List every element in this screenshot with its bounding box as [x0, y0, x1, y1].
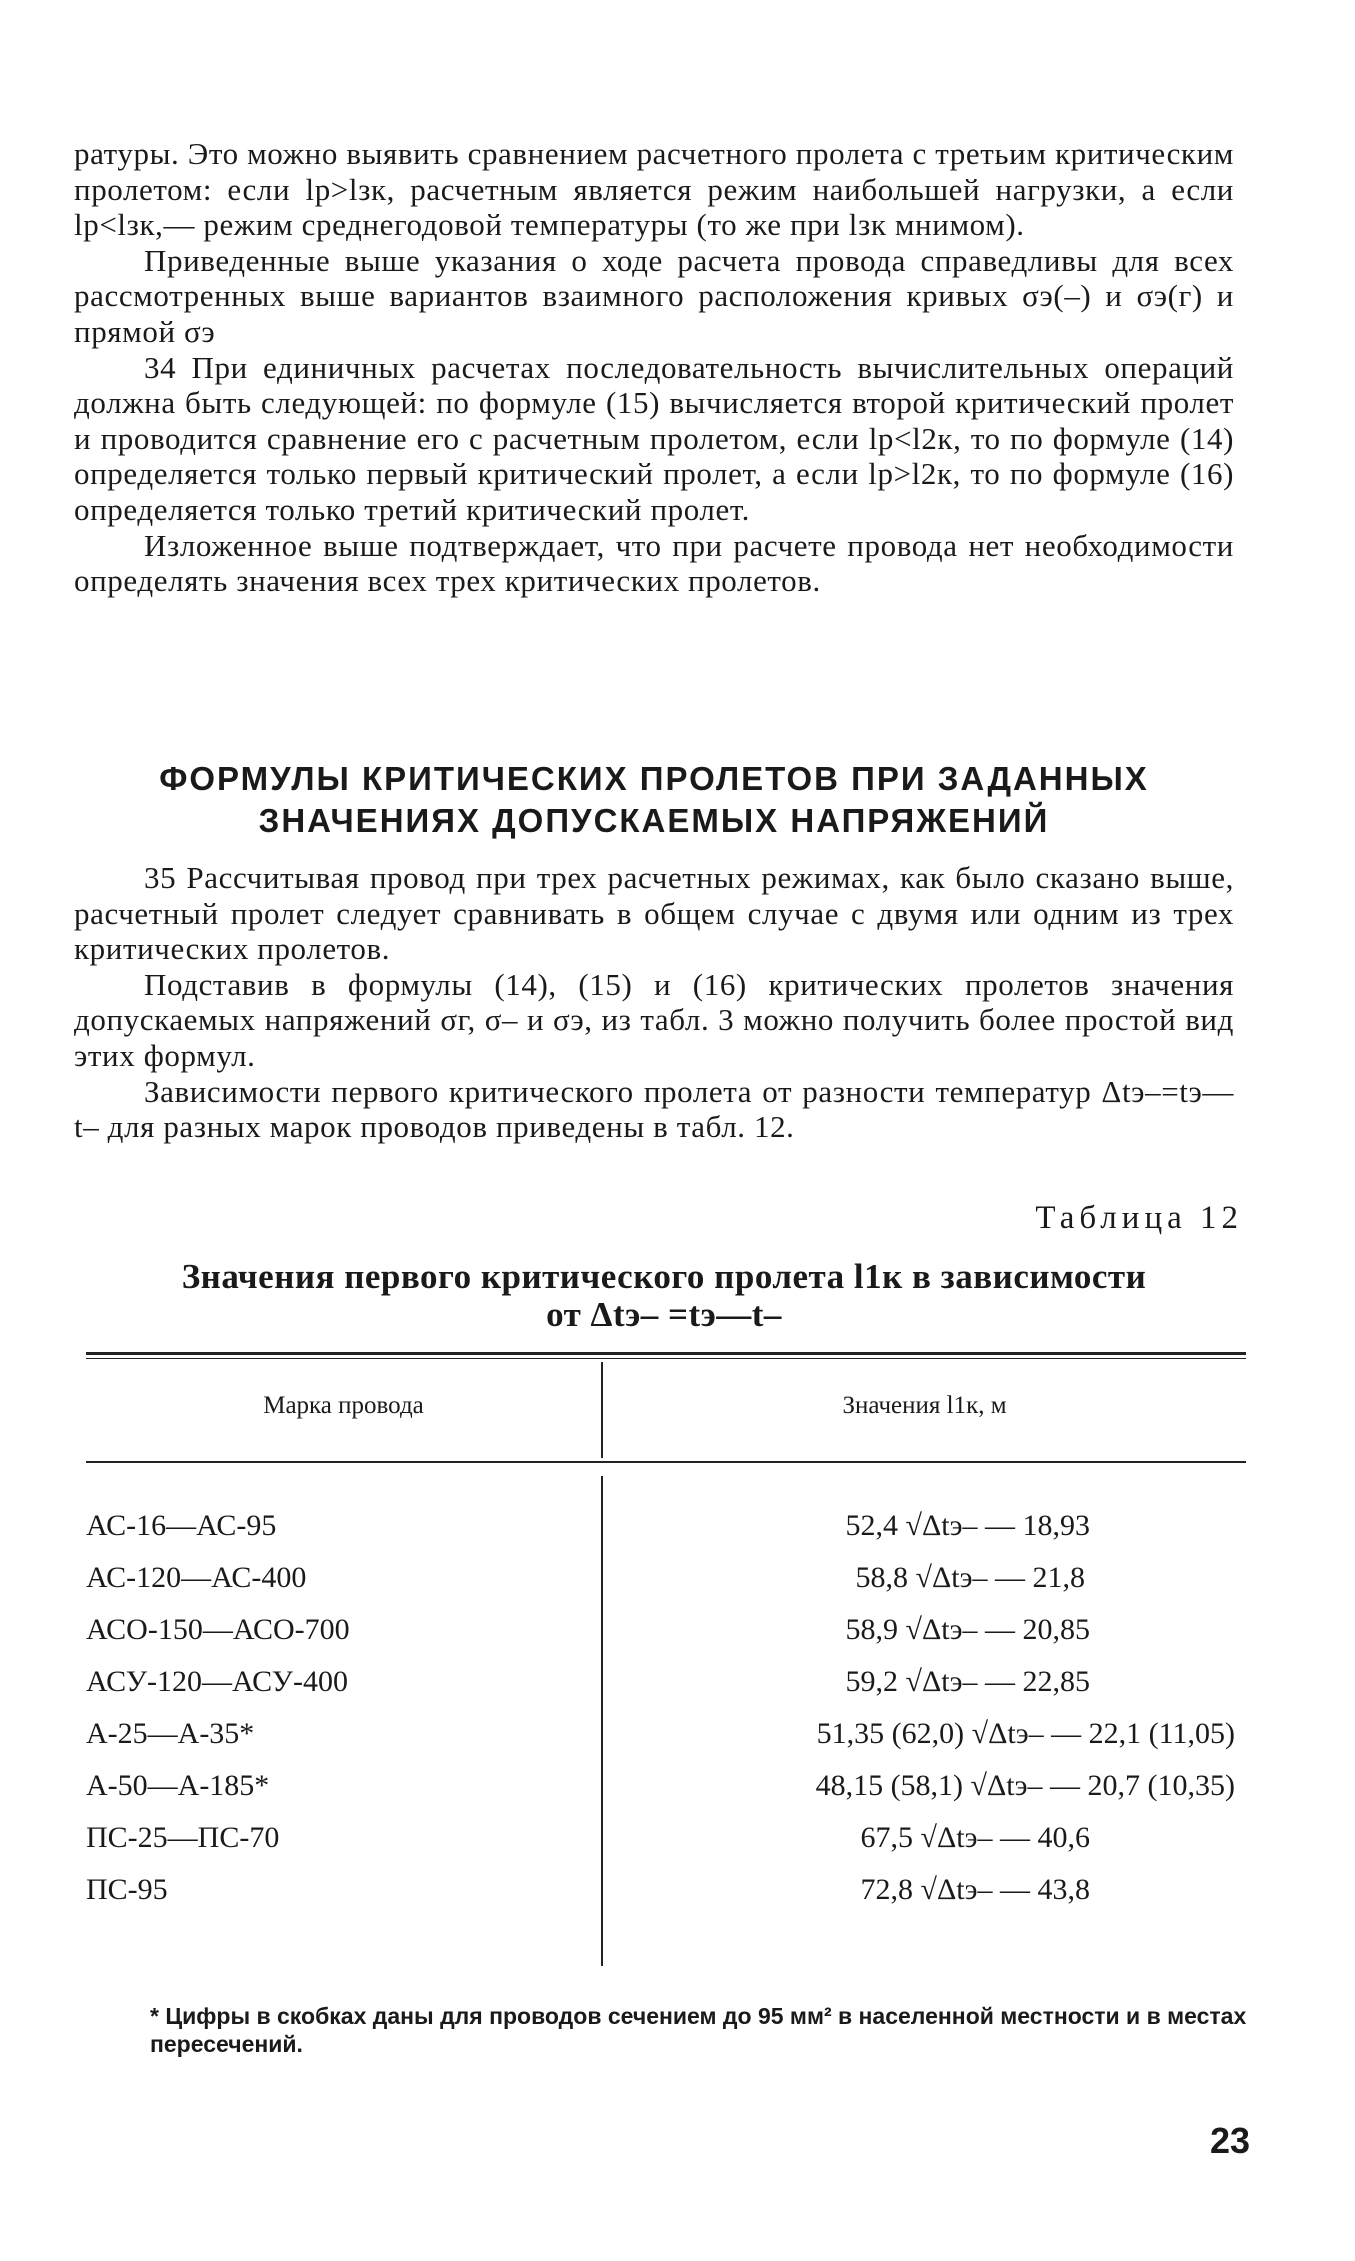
paragraph-instructions: Приведенные выше указания о ходе расчета провода справедливы для всех рассмотренных выше вариантов взаимного расположения кривых σэ(–) и σэ(г) и прямой σэ [74, 242, 1234, 349]
table-row-7-mark: ПС-25—ПС-70 [86, 1821, 280, 1854]
table-row-6-mark: А-50—А-185* [86, 1769, 270, 1802]
table-title-line-1: Значения первого критического пролета l1к в зависимости [181, 1257, 1147, 1296]
table-row-1-mark: АС-16—АС-95 [86, 1509, 277, 1542]
table-top-rule [86, 1352, 1246, 1355]
table-top-rule-thin [86, 1358, 1246, 1359]
table-title-line-2: от Δtэ– =tэ—t– [546, 1295, 782, 1334]
col-header-values: Значения l1к, м [842, 1392, 1007, 1419]
paragraph-continuation: ратуры. Это можно выявить сравнением расчетного пролета с третьим критическим пролетом: если lр>lзк, расчетным является режим наибольшей нагрузки, а если lр<lзк,— режим среднегодовой температуры (то же при lзк мнимом). [74, 136, 1234, 243]
table-footnote: * Цифры в скобках даны для проводов сечением до 95 мм² в населенной местности и в местах пересечений. [150, 2003, 1247, 2057]
text-block-middle [74, 860, 1234, 1145]
paragraph-dependencies: Зависимости первого критического пролета от разности температур Δtэ–=tэ—t– для разных марок проводов приведены в табл. 12. [74, 1073, 1234, 1145]
page-number: 23 [1209, 2120, 1250, 2161]
col-header-mark: Марка провода [263, 1392, 424, 1419]
section-heading-line-2: ЗНАЧЕНИЯХ ДОПУСКАЕМЫХ НАПРЯЖЕНИЙ [258, 802, 1050, 839]
text-block-top [74, 136, 1234, 599]
paragraph-substitution: Подставив в формулы (14), (15) и (16) критических пролетов значения допускаемых напряжений σг, σ– и σэ, из табл. 3 можно получить более простой вид этих формул. [74, 966, 1234, 1073]
table-row-2-value: 58,8 √Δtэ– — 21,8 [855, 1561, 1085, 1594]
paragraph-35: 35 Рассчитывая провод при трех расчетных режимах, как было сказано выше, расчетный пролет следует сравнивать в общем случае с двумя или одним из трех критических пролетов. [74, 860, 1234, 967]
table-label: Таблица 12 [1035, 1200, 1243, 1236]
table-row-1-value: 52,4 √Δtэ– — 18,93 [845, 1509, 1090, 1542]
table-row-3-value: 58,9 √Δtэ– — 20,85 [845, 1613, 1090, 1646]
table-row-7-value: 67,5 √Δtэ– — 40,6 [860, 1821, 1090, 1854]
table-body-divider [601, 1476, 603, 1966]
section-heading [74, 758, 1234, 842]
table-row-3-mark: АСО-150—АСО-700 [86, 1613, 350, 1646]
table-row-4-mark: АСУ-120—АСУ-400 [86, 1665, 349, 1698]
table-row-8-mark: ПС-95 [86, 1873, 168, 1906]
section-heading-line-1: ФОРМУЛЫ КРИТИЧЕСКИХ ПРОЛЕТОВ ПРИ ЗАДАННЫХ [159, 760, 1149, 797]
table-header-rule [86, 1461, 1246, 1463]
table-row-6-value: 48,15 (58,1) √Δtэ– — 20,7 (10,35) [815, 1769, 1235, 1802]
table-row-4-value: 59,2 √Δtэ– — 22,85 [845, 1665, 1090, 1698]
paragraph-conclusion: Изложенное выше подтверждает, что при расчете провода нет необходимости определять значения всех трех критических пролетов. [74, 527, 1234, 599]
table-title [84, 1258, 1244, 1334]
table-row-5-value: 51,35 (62,0) √Δtэ– — 22,1 (11,05) [816, 1717, 1235, 1750]
table-row-8-value: 72,8 √Δtэ– — 43,8 [860, 1873, 1090, 1906]
paragraph-34: 34 При единичных расчетах последовательность вычислительных операций должна быть следующей: по формуле (15) вычисляется второй критический пролет и проводится сравнение его с расчетным пролетом, если lр<l2к, то по формуле (14) определяется только первый критический пролет, а если lр>l2к, то по формуле (16) определяется только третий критический пролет. [74, 349, 1234, 527]
table-row-5-mark: А-25—А-35* [86, 1717, 255, 1750]
table-row-2-mark: АС-120—АС-400 [86, 1561, 307, 1594]
